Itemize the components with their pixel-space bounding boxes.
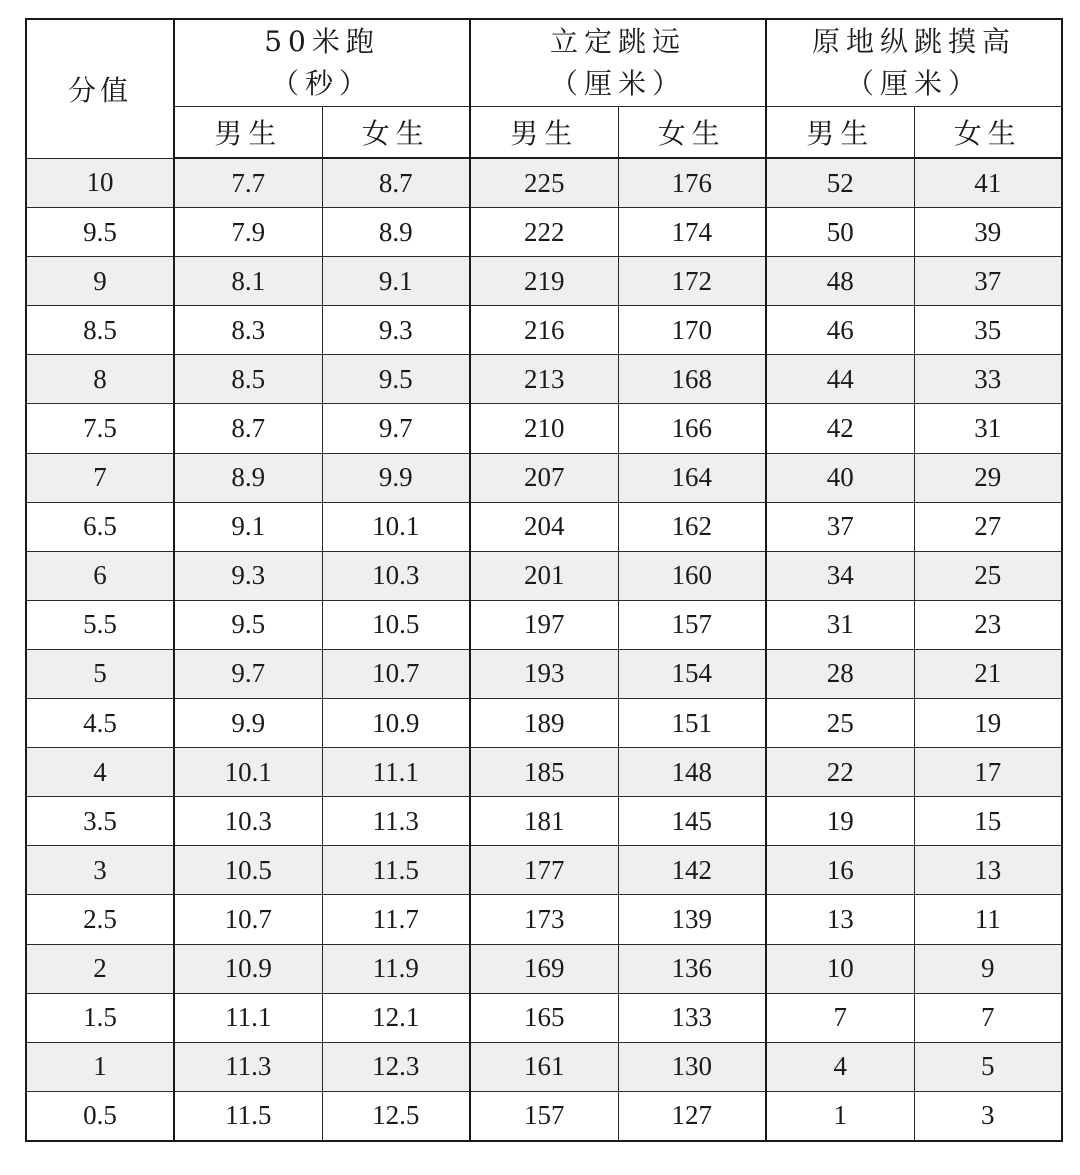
score-cell: 1 bbox=[26, 1042, 174, 1091]
jump-male-cell: 210 bbox=[470, 404, 618, 453]
run-female-cell: 8.7 bbox=[322, 158, 470, 208]
run-female-cell: 11.5 bbox=[322, 846, 470, 895]
table-header bbox=[26, 19, 1062, 158]
score-cell: 2 bbox=[26, 944, 174, 993]
score-cell: 4.5 bbox=[26, 699, 174, 748]
reach-female-cell: 41 bbox=[914, 158, 1062, 208]
score-cell: 3 bbox=[26, 846, 174, 895]
jump-male-cell: 193 bbox=[470, 649, 618, 698]
run-male-cell: 8.1 bbox=[174, 257, 322, 306]
reach-female-cell: 17 bbox=[914, 748, 1062, 797]
table-row bbox=[26, 306, 1062, 355]
run-male-cell: 10.9 bbox=[174, 944, 322, 993]
reach-male-cell: 34 bbox=[766, 551, 914, 600]
reach-female-cell: 23 bbox=[914, 600, 1062, 649]
jump-female-cell: 136 bbox=[618, 944, 766, 993]
jump-female-cell: 148 bbox=[618, 748, 766, 797]
table-row bbox=[26, 1091, 1062, 1141]
jump-male-cell: 201 bbox=[470, 551, 618, 600]
table-row bbox=[26, 993, 1062, 1042]
run-male-cell: 9.1 bbox=[174, 502, 322, 551]
run-male-cell: 10.3 bbox=[174, 797, 322, 846]
score-cell: 8.5 bbox=[26, 306, 174, 355]
jump-male-cell: 213 bbox=[470, 355, 618, 404]
table-row bbox=[26, 208, 1062, 257]
group-title: 立定跳远 bbox=[550, 25, 687, 58]
reach-male-cell: 28 bbox=[766, 649, 914, 698]
run-male-cell: 10.7 bbox=[174, 895, 322, 944]
reach-female-cell: 35 bbox=[914, 306, 1062, 355]
score-cell: 4 bbox=[26, 748, 174, 797]
jump-male-cell: 189 bbox=[470, 699, 618, 748]
score-cell: 9.5 bbox=[26, 208, 174, 257]
table-row bbox=[26, 355, 1062, 404]
run-male-cell: 8.7 bbox=[174, 404, 322, 453]
table-row bbox=[26, 846, 1062, 895]
jump-female-cell: 168 bbox=[618, 355, 766, 404]
run-male-cell: 9.7 bbox=[174, 649, 322, 698]
run-female-cell: 10.3 bbox=[322, 551, 470, 600]
jump-female-cell: 160 bbox=[618, 551, 766, 600]
table-row bbox=[26, 600, 1062, 649]
score-column-header: 分值 bbox=[26, 19, 174, 158]
group-header-50m-run bbox=[174, 19, 470, 107]
score-cell: 5.5 bbox=[26, 600, 174, 649]
group-header-vertical-jump-reach bbox=[766, 19, 1062, 107]
subheader-female: 女生 bbox=[618, 107, 766, 159]
table-row bbox=[26, 699, 1062, 748]
group-unit: （厘米） bbox=[846, 67, 983, 100]
jump-male-cell: 197 bbox=[470, 600, 618, 649]
jump-female-cell: 154 bbox=[618, 649, 766, 698]
reach-male-cell: 22 bbox=[766, 748, 914, 797]
jump-male-cell: 161 bbox=[470, 1042, 618, 1091]
reach-female-cell: 37 bbox=[914, 257, 1062, 306]
reach-male-cell: 46 bbox=[766, 306, 914, 355]
run-male-cell: 10.5 bbox=[174, 846, 322, 895]
reach-male-cell: 31 bbox=[766, 600, 914, 649]
reach-female-cell: 39 bbox=[914, 208, 1062, 257]
subheader-female: 女生 bbox=[914, 107, 1062, 159]
run-female-cell: 9.1 bbox=[322, 257, 470, 306]
jump-male-cell: 222 bbox=[470, 208, 618, 257]
table-row bbox=[26, 453, 1062, 502]
group-title: 原地纵跳摸高 bbox=[812, 25, 1017, 58]
jump-male-cell: 165 bbox=[470, 993, 618, 1042]
jump-male-cell: 185 bbox=[470, 748, 618, 797]
jump-female-cell: 151 bbox=[618, 699, 766, 748]
run-male-cell: 9.9 bbox=[174, 699, 322, 748]
jump-female-cell: 174 bbox=[618, 208, 766, 257]
jump-female-cell: 142 bbox=[618, 846, 766, 895]
table-row bbox=[26, 1042, 1062, 1091]
reach-male-cell: 44 bbox=[766, 355, 914, 404]
run-female-cell: 8.9 bbox=[322, 208, 470, 257]
reach-female-cell: 5 bbox=[914, 1042, 1062, 1091]
scoring-table bbox=[25, 18, 1063, 1142]
subheader-male: 男生 bbox=[174, 107, 322, 159]
table-row bbox=[26, 551, 1062, 600]
run-female-cell: 12.3 bbox=[322, 1042, 470, 1091]
table-row bbox=[26, 502, 1062, 551]
run-male-cell: 8.9 bbox=[174, 453, 322, 502]
run-female-cell: 10.5 bbox=[322, 600, 470, 649]
run-male-cell: 11.5 bbox=[174, 1091, 322, 1141]
run-male-cell: 11.3 bbox=[174, 1042, 322, 1091]
reach-male-cell: 40 bbox=[766, 453, 914, 502]
subheader-female: 女生 bbox=[322, 107, 470, 159]
jump-male-cell: 207 bbox=[470, 453, 618, 502]
run-female-cell: 11.3 bbox=[322, 797, 470, 846]
jump-male-cell: 169 bbox=[470, 944, 618, 993]
jump-female-cell: 164 bbox=[618, 453, 766, 502]
jump-female-cell: 127 bbox=[618, 1091, 766, 1141]
jump-male-cell: 181 bbox=[470, 797, 618, 846]
score-cell: 9 bbox=[26, 257, 174, 306]
reach-male-cell: 37 bbox=[766, 502, 914, 551]
run-female-cell: 9.3 bbox=[322, 306, 470, 355]
reach-male-cell: 1 bbox=[766, 1091, 914, 1141]
table-row bbox=[26, 158, 1062, 208]
reach-female-cell: 29 bbox=[914, 453, 1062, 502]
reach-male-cell: 7 bbox=[766, 993, 914, 1042]
run-female-cell: 10.1 bbox=[322, 502, 470, 551]
group-unit: （厘米） bbox=[550, 67, 687, 100]
score-cell: 7 bbox=[26, 453, 174, 502]
jump-female-cell: 170 bbox=[618, 306, 766, 355]
score-cell: 1.5 bbox=[26, 993, 174, 1042]
run-female-cell: 11.9 bbox=[322, 944, 470, 993]
table-row bbox=[26, 895, 1062, 944]
table-row bbox=[26, 748, 1062, 797]
reach-female-cell: 9 bbox=[914, 944, 1062, 993]
score-cell: 0.5 bbox=[26, 1091, 174, 1141]
reach-female-cell: 33 bbox=[914, 355, 1062, 404]
group-title: 50米跑 bbox=[264, 25, 380, 58]
reach-female-cell: 15 bbox=[914, 797, 1062, 846]
run-female-cell: 11.1 bbox=[322, 748, 470, 797]
reach-female-cell: 3 bbox=[914, 1091, 1062, 1141]
run-female-cell: 9.5 bbox=[322, 355, 470, 404]
run-male-cell: 8.5 bbox=[174, 355, 322, 404]
reach-male-cell: 25 bbox=[766, 699, 914, 748]
run-female-cell: 10.7 bbox=[322, 649, 470, 698]
jump-male-cell: 216 bbox=[470, 306, 618, 355]
jump-female-cell: 172 bbox=[618, 257, 766, 306]
score-cell: 8 bbox=[26, 355, 174, 404]
subheader-male: 男生 bbox=[470, 107, 618, 159]
run-male-cell: 7.9 bbox=[174, 208, 322, 257]
jump-male-cell: 204 bbox=[470, 502, 618, 551]
run-female-cell: 10.9 bbox=[322, 699, 470, 748]
run-male-cell: 11.1 bbox=[174, 993, 322, 1042]
reach-male-cell: 48 bbox=[766, 257, 914, 306]
group-unit: （秒） bbox=[271, 67, 374, 100]
jump-female-cell: 157 bbox=[618, 600, 766, 649]
score-cell: 3.5 bbox=[26, 797, 174, 846]
run-female-cell: 9.9 bbox=[322, 453, 470, 502]
score-cell: 5 bbox=[26, 649, 174, 698]
reach-male-cell: 13 bbox=[766, 895, 914, 944]
header-row-gender bbox=[26, 107, 1062, 159]
table-body bbox=[26, 158, 1062, 1141]
score-cell: 6.5 bbox=[26, 502, 174, 551]
jump-female-cell: 166 bbox=[618, 404, 766, 453]
jump-female-cell: 133 bbox=[618, 993, 766, 1042]
jump-female-cell: 176 bbox=[618, 158, 766, 208]
run-male-cell: 9.5 bbox=[174, 600, 322, 649]
jump-female-cell: 162 bbox=[618, 502, 766, 551]
reach-male-cell: 10 bbox=[766, 944, 914, 993]
run-male-cell: 8.3 bbox=[174, 306, 322, 355]
reach-male-cell: 52 bbox=[766, 158, 914, 208]
header-row-groups bbox=[26, 19, 1062, 107]
table-row bbox=[26, 797, 1062, 846]
run-male-cell: 7.7 bbox=[174, 158, 322, 208]
jump-female-cell: 130 bbox=[618, 1042, 766, 1091]
reach-male-cell: 4 bbox=[766, 1042, 914, 1091]
reach-male-cell: 19 bbox=[766, 797, 914, 846]
reach-female-cell: 25 bbox=[914, 551, 1062, 600]
jump-male-cell: 225 bbox=[470, 158, 618, 208]
jump-male-cell: 219 bbox=[470, 257, 618, 306]
table-row bbox=[26, 257, 1062, 306]
reach-female-cell: 7 bbox=[914, 993, 1062, 1042]
jump-male-cell: 157 bbox=[470, 1091, 618, 1141]
run-male-cell: 9.3 bbox=[174, 551, 322, 600]
score-cell: 10 bbox=[26, 158, 174, 208]
reach-female-cell: 21 bbox=[914, 649, 1062, 698]
reach-female-cell: 11 bbox=[914, 895, 1062, 944]
table-row bbox=[26, 404, 1062, 453]
jump-male-cell: 177 bbox=[470, 846, 618, 895]
run-female-cell: 11.7 bbox=[322, 895, 470, 944]
run-female-cell: 12.1 bbox=[322, 993, 470, 1042]
reach-female-cell: 31 bbox=[914, 404, 1062, 453]
group-header-standing-long-jump bbox=[470, 19, 766, 107]
table-row bbox=[26, 944, 1062, 993]
run-female-cell: 9.7 bbox=[322, 404, 470, 453]
reach-female-cell: 13 bbox=[914, 846, 1062, 895]
reach-male-cell: 16 bbox=[766, 846, 914, 895]
run-female-cell: 12.5 bbox=[322, 1091, 470, 1141]
table-row bbox=[26, 649, 1062, 698]
score-cell: 6 bbox=[26, 551, 174, 600]
subheader-male: 男生 bbox=[766, 107, 914, 159]
run-male-cell: 10.1 bbox=[174, 748, 322, 797]
reach-female-cell: 27 bbox=[914, 502, 1062, 551]
jump-male-cell: 173 bbox=[470, 895, 618, 944]
jump-female-cell: 139 bbox=[618, 895, 766, 944]
reach-female-cell: 19 bbox=[914, 699, 1062, 748]
jump-female-cell: 145 bbox=[618, 797, 766, 846]
reach-male-cell: 50 bbox=[766, 208, 914, 257]
score-cell: 7.5 bbox=[26, 404, 174, 453]
reach-male-cell: 42 bbox=[766, 404, 914, 453]
score-cell: 2.5 bbox=[26, 895, 174, 944]
